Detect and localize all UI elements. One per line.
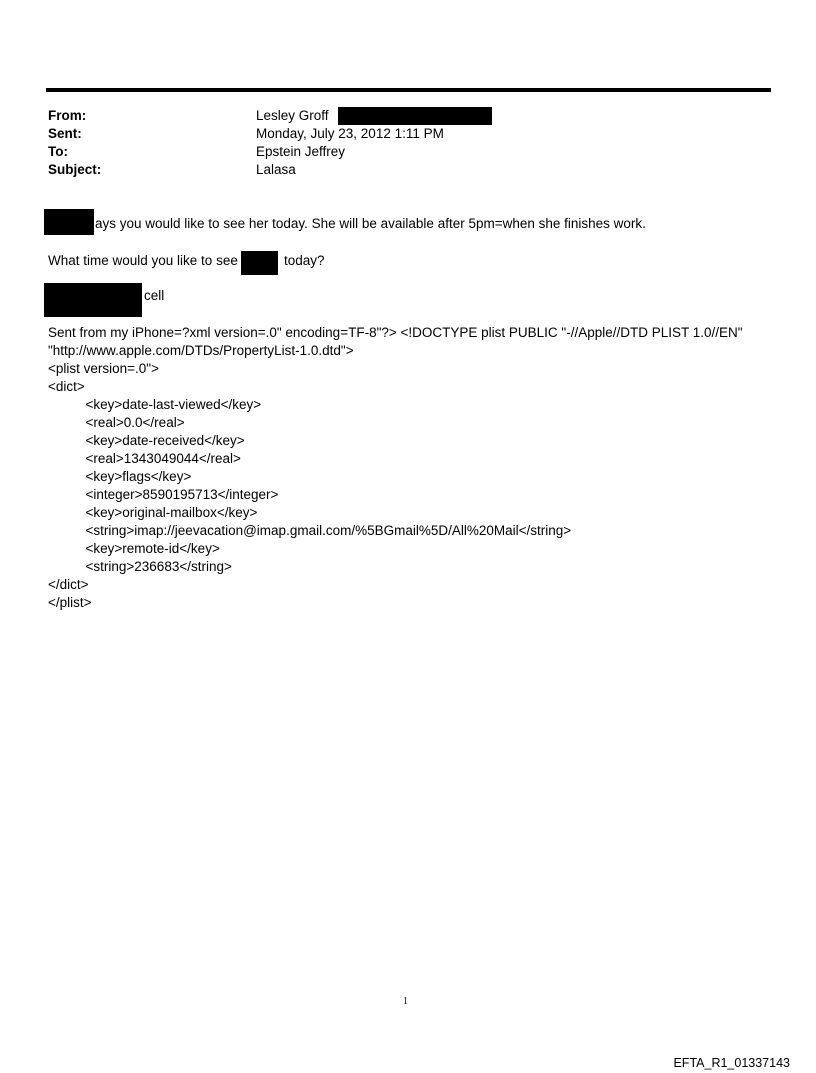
plist-xml-line: <dict> — [48, 379, 85, 394]
document-id: EFTA_R1_01337143 — [673, 1056, 790, 1070]
plist-xml-line: "http://www.apple.com/DTDs/PropertyList-1.0.dtd"> — [48, 343, 354, 358]
plist-xml-line: <real>1343049044</real> — [48, 451, 241, 466]
subject-value: Lalasa — [256, 162, 296, 177]
plist-xml-line: <key>original-mailbox</key> — [48, 505, 258, 520]
plist-xml-line: Sent from my iPhone=?xml version=.0" encoding=TF-8"?> <!DOCTYPE plist PUBLIC "-//Apple//DTD PLIST 1.0//EN" — [48, 325, 743, 340]
to-value: Epstein Jeffrey — [256, 144, 346, 159]
plist-xml-line: <key>flags</key> — [48, 469, 192, 484]
page-number: 1 — [403, 996, 408, 1007]
plist-xml-line: </dict> — [48, 577, 89, 592]
redaction-box — [44, 283, 142, 317]
sent-label: Sent: — [48, 126, 82, 141]
header-rule — [46, 88, 771, 92]
redaction-box — [338, 107, 492, 125]
sent-value: Monday, July 23, 2012 1:11 PM — [256, 126, 444, 141]
body-line-2-end: today? — [284, 253, 325, 268]
from-label: From: — [48, 108, 87, 123]
plist-xml-line: <key>date-received</key> — [48, 433, 245, 448]
plist-xml-line: </plist> — [48, 595, 92, 610]
redaction-box — [44, 209, 94, 235]
subject-label: Subject: — [48, 162, 102, 177]
plist-xml-line: <integer>8590195713</integer> — [48, 487, 279, 502]
plist-xml-line: <key>remote-id</key> — [48, 541, 220, 556]
to-label: To: — [48, 144, 68, 159]
plist-xml-line: <key>date-last-viewed</key> — [48, 397, 262, 412]
plist-xml-line: <string>imap://jeevacation@imap.gmail.com/%5BGmail%5D/All%20Mail</string> — [48, 523, 572, 538]
body-line-3: cell — [144, 288, 165, 303]
plist-xml-line: <plist version=.0"> — [48, 361, 159, 376]
body-line-2-start: What time would you like to see — [48, 253, 238, 268]
from-value — [256, 107, 492, 125]
body-line-1: ays you would like to see her today. She will be available after 5pm=when she finishes work. — [95, 216, 646, 231]
from-name: Lesley Groff — [256, 108, 329, 123]
plist-xml-line: <real>0.0</real> — [48, 415, 185, 430]
plist-xml-line: <string>236683</string> — [48, 559, 232, 574]
redaction-box — [241, 251, 278, 275]
